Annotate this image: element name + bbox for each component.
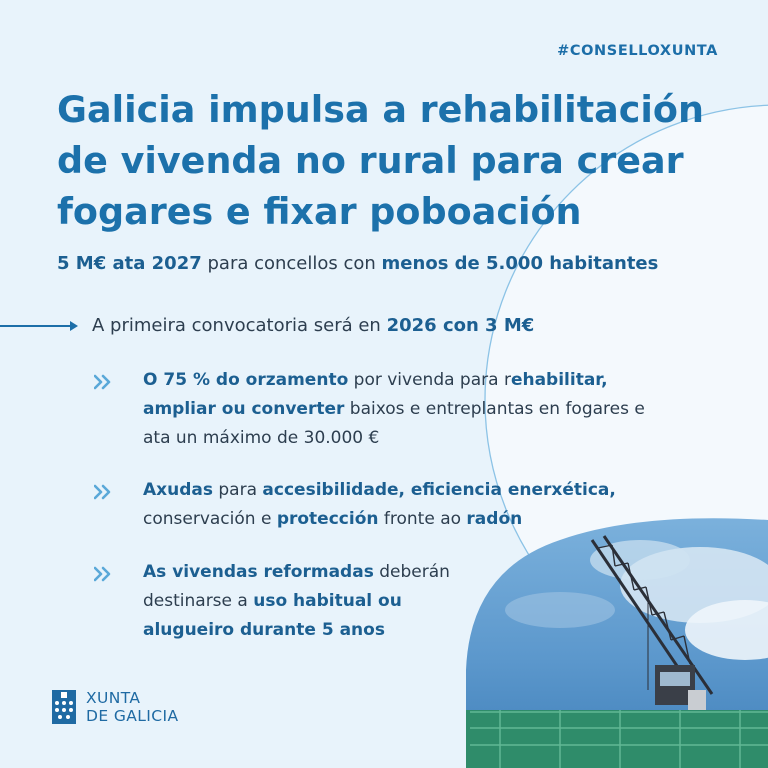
item3-text1: deberán [373,562,450,582]
double-chevron-right-icon [94,484,112,500]
item1-bold2: ehabilitar, [510,370,608,390]
title-line-2: de vivenda no rural para crear [57,139,684,182]
page-title [57,84,737,237]
item1-bold3: ampliar ou converter [143,399,345,419]
item1-bold1: O 75 % do orzamento [143,370,349,390]
convocatoria-highlight: 2026 con 3 M€ [386,315,535,336]
convocatoria [92,315,534,336]
subtitle-population: menos de 5.000 habitantes [381,253,659,274]
item1-text2: baixos e entreplantas en fogares e [344,399,645,419]
item3-bold2: uso habitual ou [253,591,402,611]
list-item [143,558,733,645]
double-chevron-right-icon [94,374,112,390]
subtitle-amount: 5 M€ ata 2027 [57,253,202,274]
item2-bold4: radón [466,509,523,529]
item3-bold3: alugueiro durante 5 anos [143,620,385,640]
item2-bold1: Axudas [143,480,213,500]
double-chevron-right-icon [94,566,112,582]
item2-bold2: accesibilidade, eficiencia enerxética, [262,480,616,500]
hashtag: #CONSELLOXUNTA [557,43,718,59]
subtitle [57,253,757,274]
xunta-logo [51,689,178,725]
item1-text3: ata un máximo de 30.000 € [143,428,380,448]
title-line-3: fogares e fixar poboación [57,190,582,233]
xunta-emblem-icon [51,689,77,725]
item1-text1: por vivenda para r [348,370,511,390]
title-line-1: Galicia impulsa a rehabilitación [57,88,704,131]
item2-text2: conservación e [143,509,277,529]
arrow-right-icon [0,317,82,335]
item2-text3: fronte ao [378,509,467,529]
logo-line-1: XUNTA [86,689,141,707]
convocatoria-text: A primeira convocatoria será en [92,315,387,336]
logo-line-2: DE GALICIA [86,707,179,725]
item2-text1: para [212,480,263,500]
list-item [143,476,733,534]
item3-bold1: As vivendas reformadas [143,562,374,582]
list-item [143,366,733,453]
item3-text2: destinarse a [143,591,254,611]
item2-bold3: protección [276,509,379,529]
subtitle-text: para concellos con [201,253,382,274]
